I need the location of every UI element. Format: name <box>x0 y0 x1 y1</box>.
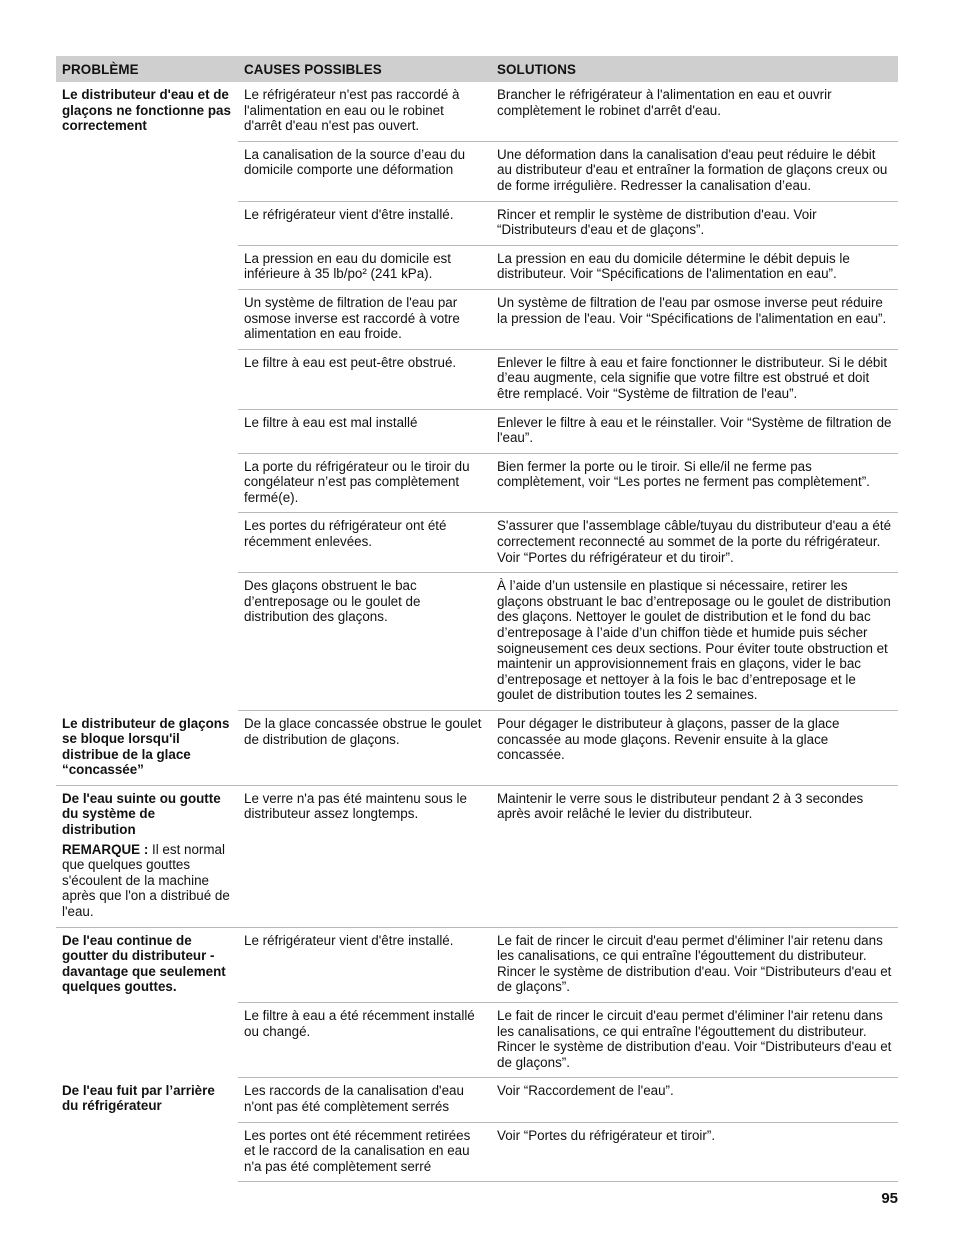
solution-cell: Enlever le filtre à eau et le réinstaller. Voir “Système de filtration de l'eau”. <box>491 409 898 453</box>
header-problem: PROBLÈME <box>56 56 238 82</box>
table-row <box>56 1078 898 1122</box>
note-text: Il est normal que quelques gouttes s'écoulent de la machine après que l'on a distribué de l'eau. <box>62 841 230 920</box>
table-row <box>56 711 898 786</box>
table-header-row <box>56 56 898 82</box>
table-row <box>56 82 898 141</box>
solution-cell: Brancher le réfrigérateur à l'alimentation en eau et ouvrir complètement le robinet d'arrêt d'eau. <box>491 82 898 141</box>
solution-cell: Enlever le filtre à eau et faire fonctionner le distributeur. Si le débit d’eau augmente, cela signifie que votre filtre est obstrué et doit être remplacé. Voir “Système de filtration de l'eau”. <box>491 349 898 409</box>
cause-cell: Le réfrigérateur n'est pas raccordé à l'alimentation en eau ou le robinet d'arrêt d'eau n'est pas ouvert. <box>238 82 491 141</box>
problem-cell <box>56 1078 238 1182</box>
cause-cell: Un système de filtration de l'eau par osmose inverse est raccordé à votre alimentation en eau froide. <box>238 289 491 349</box>
cause-cell: La canalisation de la source d’eau du domicile comporte une déformation <box>238 141 491 201</box>
problem-cell <box>56 82 238 711</box>
problem-text: De l'eau suinte ou goutte du système de distribution <box>62 790 221 838</box>
cause-cell: De la glace concassée obstrue le goulet de distribution de glaçons. <box>238 711 491 786</box>
problem-cell <box>56 711 238 786</box>
problem-cell <box>56 927 238 1078</box>
troubleshooting-table <box>56 56 898 1182</box>
solution-cell: S'assurer que l'assemblage câble/tuyau du distributeur d'eau a été correctement reconnecté au sommet de la porte du réfrigérateur. Voir “Portes du réfrigérateur et du tiroir”. <box>491 513 898 573</box>
solution-cell: Pour dégager le distributeur à glaçons, passer de la glace concassée au mode glaçons. Revenir ensuite à la glace concassée. <box>491 711 898 786</box>
problem-note <box>62 842 232 920</box>
table-row <box>56 785 898 927</box>
solution-cell: Le fait de rincer le circuit d'eau permet d'éliminer l'air retenu dans les canalisations, ce qui entraîne l'égouttement du distributeur. Rincer le système de distribution d'eau. Voir “Distributeurs d'eau et de glaçons”. <box>491 927 898 1002</box>
table-body <box>56 82 898 1182</box>
cause-cell: Le filtre à eau a été récemment installé ou changé. <box>238 1003 491 1078</box>
table-row <box>56 927 898 1002</box>
page-number: 95 <box>881 1190 898 1207</box>
cause-cell: Des glaçons obstruent le bac d’entreposage ou le goulet de distribution des glaçons. <box>238 573 491 711</box>
solution-cell: Voir “Portes du réfrigérateur et tiroir”. <box>491 1122 898 1182</box>
solution-cell: Bien fermer la porte ou le tiroir. Si elle/il ne ferme pas complètement, voir “Les portes ne ferment pas complètement”. <box>491 453 898 513</box>
solution-cell: À l’aide d’un ustensile en plastique si nécessaire, retirer les glaçons obstruant le bac d’entreposage ou le goulet de distribution des glaçons. Nettoyer le goulet de distribution et le fond du bac d’entreposage à l’aide d’un chiffon tiède et humide puis sécher soigneusement ces deux sections. Pour éviter toute obstruction et maintenir un approvisionnement frais en glaçons, vider le bac d’entreposage et nettoyer à la fois le bac d’entreposage et le goulet de distribution toutes les 2 semaines. <box>491 573 898 711</box>
solution-cell: Le fait de rincer le circuit d'eau permet d'éliminer l'air retenu dans les canalisations, ce qui entraîne l'égouttement du distributeur. Rincer le système de distribution d'eau. Voir “Distributeurs d'eau et de glaçons”. <box>491 1003 898 1078</box>
solution-cell: La pression en eau du domicile détermine le débit depuis le distributeur. Voir “Spécifications de l'alimentation en eau”. <box>491 245 898 289</box>
solution-cell: Rincer et remplir le système de distribution d'eau. Voir “Distributeurs d'eau et de glaçons”. <box>491 201 898 245</box>
header-causes: CAUSES POSSIBLES <box>238 56 491 82</box>
header-solutions: SOLUTIONS <box>491 56 898 82</box>
problem-text: De l'eau fuit par l’arrière du réfrigérateur <box>62 1082 215 1114</box>
note-label: REMARQUE : <box>62 841 149 857</box>
problem-text: Le distributeur de glaçons se bloque lorsqu'il distribue de la glace “concassée” <box>62 715 230 778</box>
cause-cell: Le filtre à eau est mal installé <box>238 409 491 453</box>
problem-text: Le distributeur d'eau et de glaçons ne fonctionne pas correctement <box>62 87 231 134</box>
solution-cell: Un système de filtration de l'eau par osmose inverse peut réduire la pression de l'eau. Voir “Spécifications de l'alimentation en eau”. <box>491 289 898 349</box>
cause-cell: Le filtre à eau est peut-être obstrué. <box>238 349 491 409</box>
troubleshooting-page <box>56 56 898 1182</box>
solution-cell: Voir “Raccordement de l'eau”. <box>491 1078 898 1122</box>
solution-cell: Une déformation dans la canalisation d'eau peut réduire le débit au distributeur d'eau et entraîner la formation de glaçons creux ou de forme irrégulière. Redresser la canalisation d’eau. <box>491 141 898 201</box>
cause-cell: Le réfrigérateur vient d'être installé. <box>238 927 491 1002</box>
cause-cell: Les portes ont été récemment retirées et le raccord de la canalisation en eau n'a pas été complètement serré <box>238 1122 491 1182</box>
cause-cell: La porte du réfrigérateur ou le tiroir du congélateur n’est pas complètement fermé(e). <box>238 453 491 513</box>
solution-cell: Maintenir le verre sous le distributeur pendant 2 à 3 secondes après avoir relâché le levier du distributeur. <box>491 785 898 927</box>
problem-text: De l'eau continue de goutter du distributeur - davantage que seulement quelques gouttes. <box>62 932 226 995</box>
cause-cell: Le réfrigérateur vient d'être installé. <box>238 201 491 245</box>
cause-cell: Le verre n'a pas été maintenu sous le distributeur assez longtemps. <box>238 785 491 927</box>
problem-cell <box>56 785 238 927</box>
cause-cell: La pression en eau du domicile est inférieure à 35 lb/po² (241 kPa). <box>238 245 491 289</box>
cause-cell: Les raccords de la canalisation d'eau n'ont pas été complètement serrés <box>238 1078 491 1122</box>
cause-cell: Les portes du réfrigérateur ont été récemment enlevées. <box>238 513 491 573</box>
